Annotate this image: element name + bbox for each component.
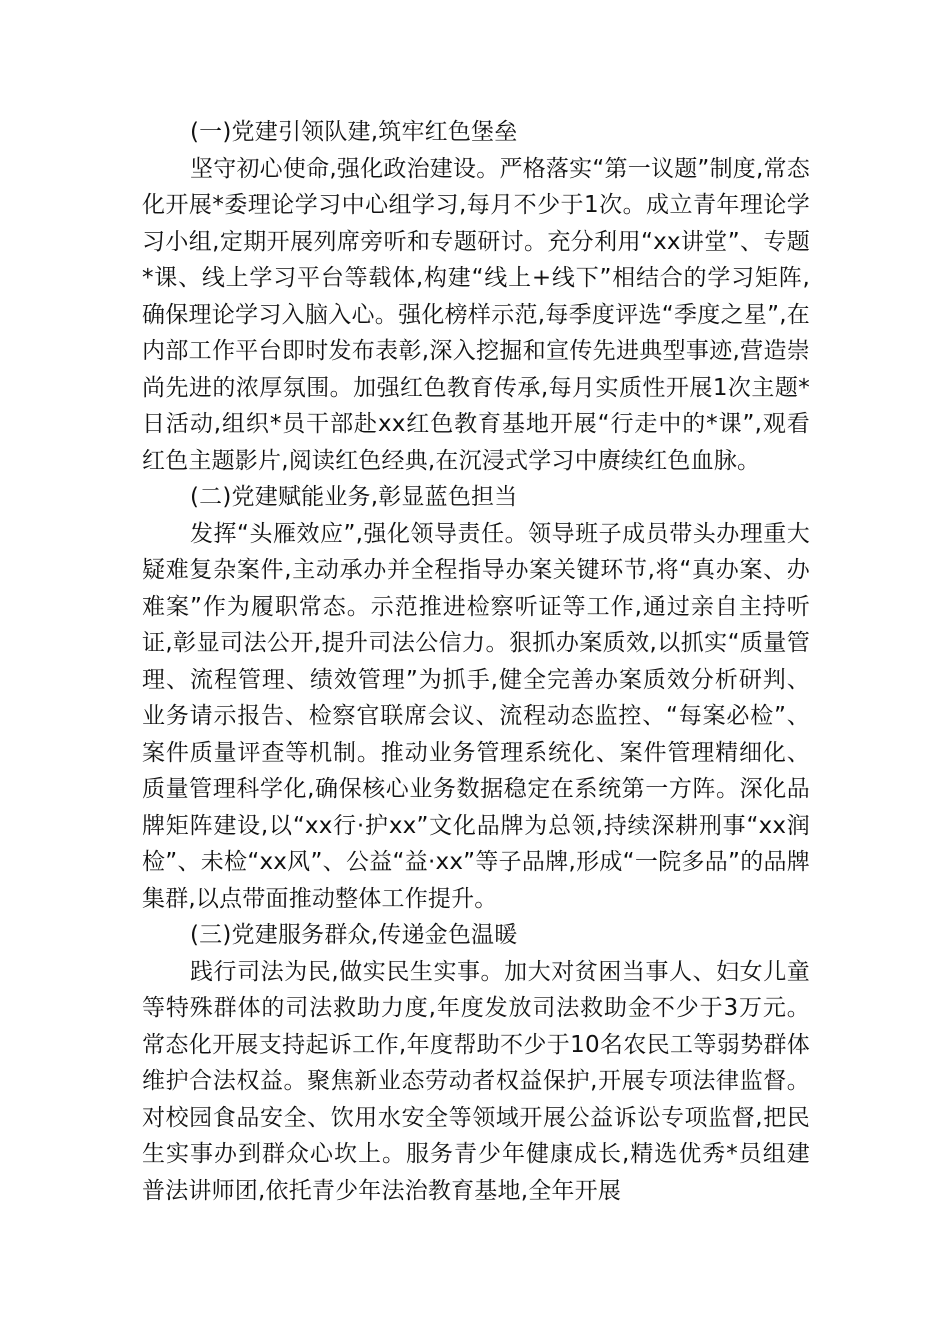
- document-page: [142, 114, 810, 1209]
- section-paragraph-1: 坚守初心使命,强化政治建设。严格落实“第一议题”制度,常态化开展*委理论学习中心组学习,每月不少于1次。成立青年理论学习小组,定期开展列席旁听和专题研讨。充分利用“xx讲堂”、专题*课、线上学习平台等载体,构建“线上+线下”相结合的学习矩阵,确保理论学习入脑入心。强化榜样示范,每季度评选“季度之星”,在内部工作平台即时发布表彰,深入挖掘和宣传先进典型事迹,营造崇尚先进的浓厚氛围。加强红色教育传承,每月实质性开展1次主题*日活动,组织*员干部赴xx红色教育基地开展“行走中的*课”,观看红色主题影片,阅读红色经典,在沉浸式学习中赓续红色血脉。: [142, 155, 810, 474]
- section-heading-1: (一)党建引领队建,筑牢红色堡垒: [190, 119, 518, 145]
- section-heading-3: (三)党建服务群众,传递金色温暖: [190, 922, 518, 948]
- section-paragraph-2: 发挥“头雁效应”,强化领导责任。领导班子成员带头办理重大疑难复杂案件,主动承办并全程指导办案关键环节,将“真办案、办难案”作为履职常态。示范推进检察听证等工作,通过亲自主持听证,彰显司法公开,提升司法公信力。狠抓办案质效,以抓实“质量管理、流程管理、绩效管理”为抓手,健全完善办案质效分析研判、业务请示报告、检察官联席会议、流程动态监控、“每案必检”、案件质量评查等机制。推动业务管理系统化、案件管理精细化、质量管理科学化,确保核心业务数据稳定在系统第一方阵。深化品牌矩阵建设,以“xx行·护xx”文化品牌为总领,持续深耕刑事“xx润检”、未检“xx风”、公益“益·xx”等子品牌,形成“一院多品”的品牌集群,以点带面推动整体工作提升。: [142, 520, 810, 912]
- section-paragraph-3: 践行司法为民,做实民生实事。加大对贫困当事人、妇女儿童等特殊群体的司法救助力度,年度发放司法救助金不少于3万元。常态化开展支持起诉工作,年度帮助不少于10名农民工等弱势群体维护合法权益。聚焦新业态劳动者权益保护,开展专项法律监督。对校园食品安全、饮用水安全等领域开展公益诉讼专项监督,把民生实事办到群众心坎上。服务青少年健康成长,精选优秀*员组建普法讲师团,依托青少年法治教育基地,全年开展: [142, 958, 810, 1204]
- section-heading-2: (二)党建赋能业务,彰显蓝色担当: [190, 484, 518, 510]
